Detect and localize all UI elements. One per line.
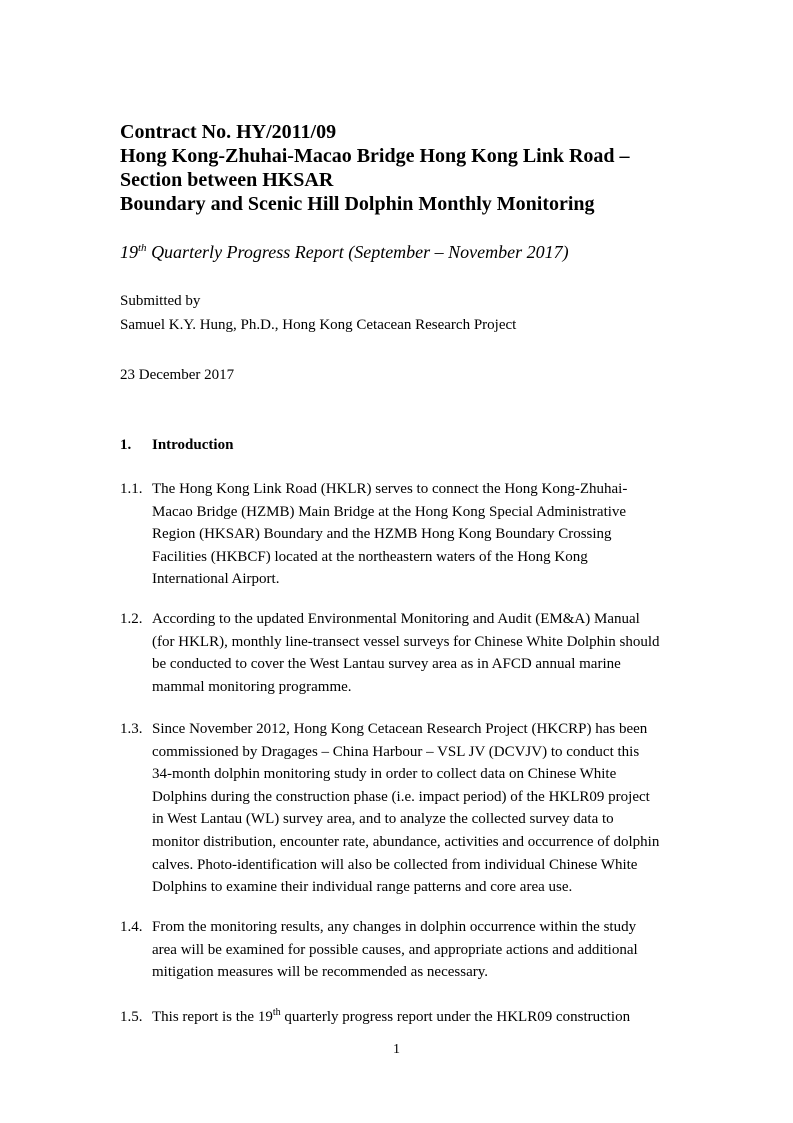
paragraph-line: mammal monitoring programme.: [152, 678, 352, 695]
section-title: Introduction: [152, 437, 234, 453]
submitted-by-label: Submitted by: [120, 293, 201, 309]
paragraph-text: [152, 718, 700, 899]
paragraph-number: 1.1.: [120, 481, 143, 497]
paragraph-line: Dolphins to examine their individual range patterns and core area use.: [152, 879, 573, 896]
paragraph-line: monitor distribution, encounter rate, abundance, activities and occurrence of dolphin: [152, 833, 660, 850]
report-subtitle: [120, 240, 720, 264]
paragraph-number: 1.2.: [120, 611, 143, 627]
paragraph-text: [152, 1006, 700, 1029]
paragraph-text: [152, 608, 700, 698]
title-line: Boundary and Scenic Hill Dolphin Monthly Monitoring: [120, 193, 595, 215]
paragraph-line: mitigation measures will be recommended as necessary.: [152, 964, 488, 981]
paragraph-number: 1.5.: [120, 1009, 143, 1025]
paragraph-line: (for HKLR), monthly line-transect vessel surveys for Chinese White Dolphin should: [152, 633, 660, 650]
paragraph-line: Macao Bridge (HZMB) Main Bridge at the Hong Kong Special Administrative: [152, 503, 627, 520]
paragraph-number: 1.4.: [120, 919, 143, 935]
report-title: [120, 120, 720, 216]
paragraph-line: calves. Photo-identification will also be collected from individual Chinese White: [152, 856, 638, 873]
paragraph-line: According to the updated Environmental Monitoring and Audit (EM&A) Manual: [152, 611, 640, 627]
title-line: Hong Kong-Zhuhai-Macao Bridge Hong Kong Link Road –: [120, 145, 630, 167]
paragraph-1-2: [120, 608, 700, 698]
paragraph-line: From the monitoring results, any changes in dolphin occurrence within the study: [152, 919, 637, 935]
author-line: Samuel K.Y. Hung, Ph.D., Hong Kong Cetacean Research Project: [120, 317, 517, 333]
title-line: Section between HKSAR: [120, 169, 334, 191]
paragraph-line-end: quarterly progress report under the HKLR09 construction: [280, 1009, 631, 1025]
paragraph-1-5: [120, 1006, 700, 1029]
paragraph-1-4: [120, 916, 700, 984]
paragraph-1-3: [120, 718, 700, 899]
report-date: 23 December 2017: [120, 367, 235, 383]
paragraph-line-start: This report is the 19: [152, 1009, 273, 1025]
paragraph-line: Dolphins during the construction phase (i.e. impact period) of the HKLR09 project: [152, 788, 650, 805]
subtitle-text: Quarterly Progress Report (September – November 2017): [146, 242, 569, 262]
paragraph-line: The Hong Kong Link Road (HKLR) serves to connect the Hong Kong-Zhuhai-: [152, 481, 628, 497]
paragraph-line: 34-month dolphin monitoring study in order to collect data on Chinese White: [152, 766, 617, 783]
paragraph-text: [152, 478, 700, 591]
paragraph-line: [152, 1006, 700, 1029]
paragraph-line: Facilities (HKBCF) located at the northeastern waters of the Hong Kong: [152, 548, 588, 565]
title-line: Contract No. HY/2011/09: [120, 121, 337, 143]
paragraph-line: area will be examined for possible causes, and appropriate actions and additional: [152, 941, 638, 958]
paragraph-number: 1.3.: [120, 721, 143, 737]
paragraph-line: Region (HKSAR) Boundary and the HZMB Hong Kong Boundary Crossing: [152, 526, 612, 543]
paragraph-line: in West Lantau (WL) survey area, and to analyze the collected survey data to: [152, 811, 614, 828]
paragraph-line: commissioned by Dragages – China Harbour – VSL JV (DCVJV) to conduct this: [152, 743, 640, 760]
paragraph-line: be conducted to cover the West Lantau survey area as in AFCD annual marine: [152, 656, 621, 673]
paragraph-line: International Airport.: [152, 571, 280, 588]
paragraph-text: [152, 916, 700, 984]
subtitle-number: 19: [120, 242, 138, 262]
ordinal-suffix: th: [272, 1007, 281, 1018]
subtitle-ordinal-suffix: th: [138, 242, 147, 254]
section-heading: [120, 434, 233, 456]
section-number: 1.: [120, 437, 132, 453]
page-number: 1: [393, 1042, 400, 1057]
paragraph-1-1: [120, 478, 700, 591]
paragraph-line: Since November 2012, Hong Kong Cetacean Research Project (HKCRP) has been: [152, 721, 648, 737]
